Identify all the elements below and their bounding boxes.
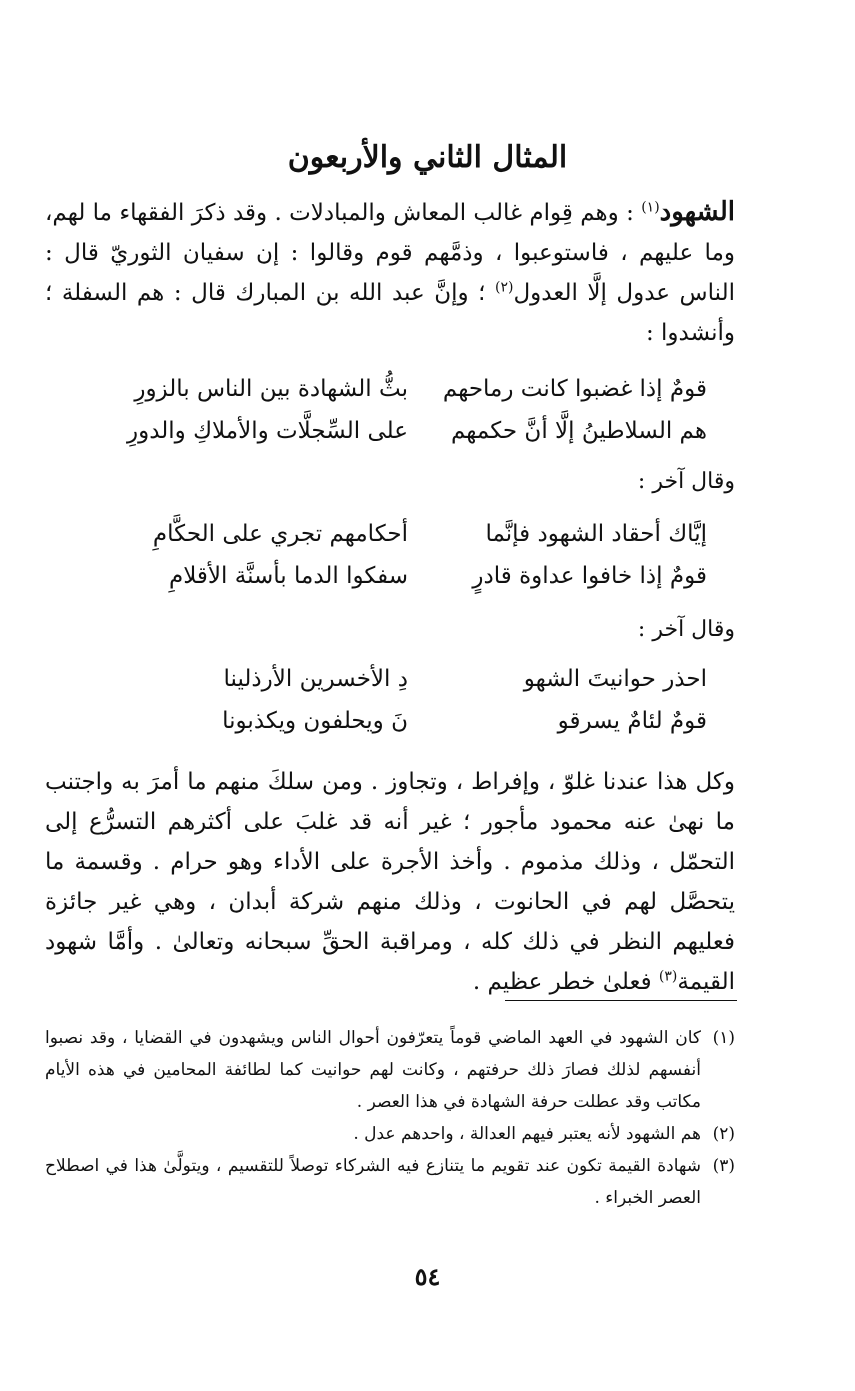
- footnote-number: (٣): [712, 1156, 735, 1176]
- verse-second-hemistich: دِ الأخسرين الأرذلينا: [223, 666, 408, 692]
- intro-text-2: ؛ وإنَّ عبد الله بن المبارك قال : هم السفلة ؛ وأنشدوا :: [45, 280, 735, 346]
- verse-first-hemistich: إيَّاك أحقاد الشهود فإنَّما: [485, 521, 707, 547]
- poem-2: [45, 513, 735, 597]
- chapter-title: المثال الثاني والأربعون: [287, 140, 568, 175]
- poem-3: [45, 658, 735, 742]
- footnote-number: (٢): [712, 1124, 735, 1144]
- verse: [45, 410, 735, 452]
- verse-first-hemistich: قومٌ إذا خافوا عداوة قادرٍ: [472, 563, 707, 589]
- poem-1: [45, 368, 735, 452]
- footnote-text: هم الشهود لأنه يعتبر فيهم العدالة ، واحدهم عدل .: [353, 1124, 701, 1144]
- intro-text-1: : وهم قِوام غالب المعاش والمبادلات . وقد ذكرَ الفقهاء ما لهم، وما عليهم ، فاستوعبوا ، وذمَّهم قوم وقالوا : إن سفيان الثوريّ قال : الناس عدول إلَّا العدول: [45, 200, 735, 306]
- verse-first-hemistich: قومٌ لئامٌ يسرقو: [557, 708, 707, 734]
- body-text-2: فعلىٰ خطر عظيم .: [472, 969, 659, 995]
- lead-word: الشهود: [659, 197, 735, 227]
- verse: [45, 513, 735, 555]
- verse-first-hemistich: احذر حوانيتَ الشهو: [523, 666, 707, 692]
- footnote-ref-1: (١): [641, 199, 660, 216]
- verse: [45, 658, 735, 700]
- verse-second-hemistich: أحكامهم تجري على الحكَّامِ: [152, 521, 408, 547]
- intro-paragraph: [45, 192, 735, 353]
- footnotes: [45, 1022, 735, 1214]
- footnote-divider: [505, 1000, 737, 1001]
- verse-second-hemistich: على السِّجلَّات والأملاكِ والدورِ: [127, 418, 408, 444]
- poem-3-intro: وقال آخر :: [637, 617, 735, 642]
- footnote-ref-3: (٣): [658, 968, 678, 985]
- verse-second-hemistich: بثُّ الشهادة بين الناس بالزورِ: [134, 376, 408, 402]
- footnote: [45, 1118, 735, 1150]
- verse-first-hemistich: قومٌ إذا غضبوا كانت رماحهم: [442, 376, 707, 402]
- footnote-text: كان الشهود في العهد الماضي قوماً يتعرّفون أحوال الناس ويشهدون في القضايا ، وقد نصبوا أنفسهم لذلك فصارَ ذلك حرفتهم ، وكانت لهم حوانيت كما لطائفة المحامين في هذه الأيام مكاتب وقد عطلت حرفة الشهادة في هذا العصر .: [45, 1028, 701, 1112]
- footnote-text: شهادة القيمة تكون عند تقويم ما يتنازع فيه الشركاء توصلاً للتقسيم ، ويتولَّىٰ هذا في اصطلاح العصر الخبراء .: [45, 1156, 701, 1208]
- footnote: [45, 1150, 735, 1214]
- verse-second-hemistich: نَ ويحلفون ويكذبونا: [222, 708, 408, 734]
- verse: [45, 555, 735, 597]
- footnote: [45, 1022, 735, 1118]
- verse-first-hemistich: هم السلاطينُ إلَّا أنَّ حكمهم: [451, 418, 707, 444]
- body-paragraph: [45, 762, 735, 1002]
- body-text-1: وكل هذا عندنا غلوّ ، وإفراط ، وتجاوز . ومن سلكَ منهم ما أمرَ به واجتنب ما نهىٰ عنه محمود مأجور ؛ غير أنه قد غلبَ على أكثرهم التسرُّع إلى التحمّل ، وذلك مذموم . وأخذ الأجرة على الأداء وهو حرام . وقسمة ما يتحصَّل لهم في الحانوت ، وذلك منهم شركة أبدان ، وهي غير جائزة فعليهم النظر في ذلك كله ، ومراقبة الحقِّ سبحانه وتعالىٰ . وأمَّا شهود القيمة: [45, 769, 735, 995]
- poem-2-intro: وقال آخر :: [637, 469, 735, 494]
- footnote-number: (١): [712, 1028, 735, 1048]
- verse: [45, 700, 735, 742]
- verse: [45, 368, 735, 410]
- footnote-ref-2: (٢): [494, 279, 514, 296]
- verse-second-hemistich: سفكوا الدما بأسنَّة الأقلامِ: [168, 563, 408, 589]
- page-number: ٥٤: [414, 1262, 441, 1291]
